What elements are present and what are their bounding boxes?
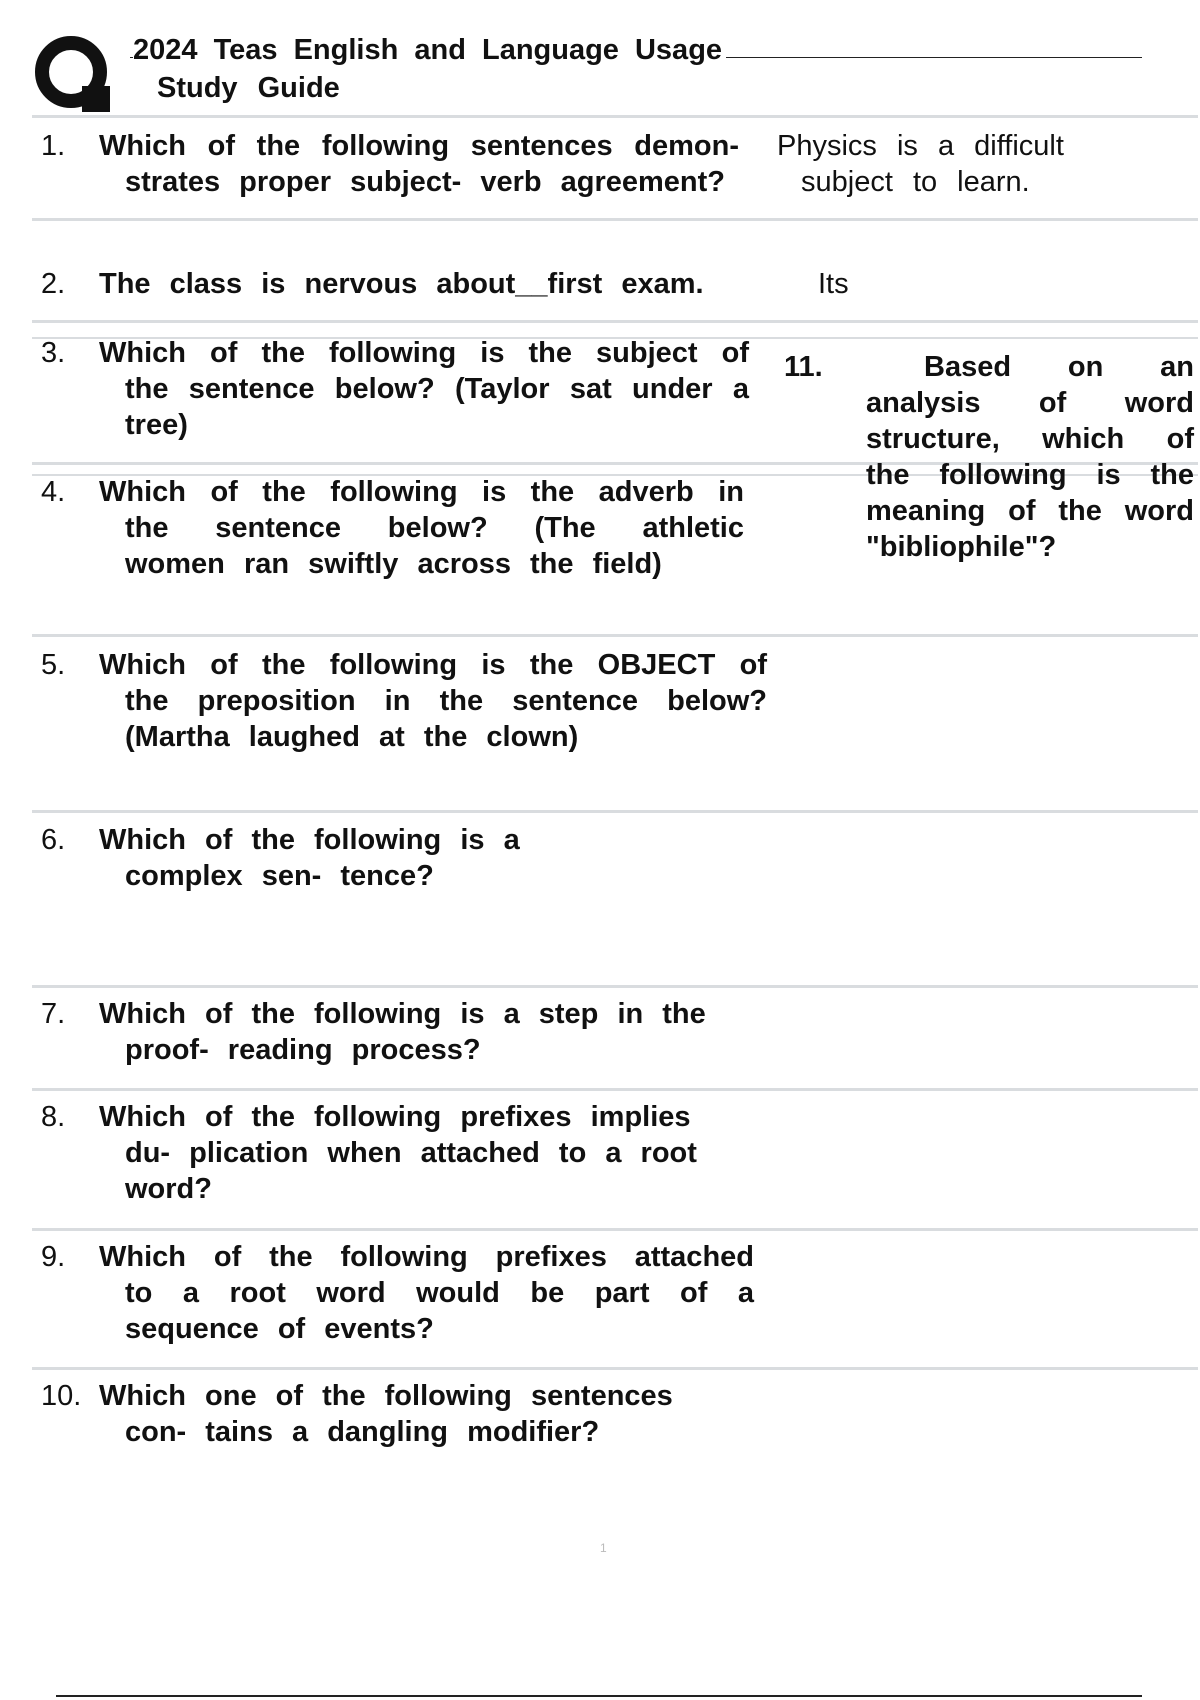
question-number: 1. <box>41 130 66 162</box>
question-item <box>784 349 1194 565</box>
question-number: 8. <box>41 1101 66 1133</box>
divider <box>32 1367 1198 1370</box>
question-text: The class is nervous about__first exam. <box>99 268 704 300</box>
divider <box>32 634 1198 637</box>
question-number: 2. <box>41 268 66 300</box>
question-text: Which of the following is a complex sen- tence? <box>99 824 520 892</box>
question-text: Which of the following is the subject of the sentence below? (Taylor sat under a tree) <box>99 337 749 441</box>
question-item <box>41 1099 739 1207</box>
divider <box>32 320 1198 323</box>
question-number: 9. <box>41 1241 66 1273</box>
question-number: 10. <box>41 1380 82 1412</box>
divider <box>32 985 1198 988</box>
divider <box>32 810 1198 813</box>
question-item <box>41 1378 699 1450</box>
question-item <box>41 335 749 443</box>
answer-text: Physics is a difficult subject to learn. <box>777 130 1064 198</box>
question-item <box>41 1239 754 1347</box>
question-number: 7. <box>41 998 66 1030</box>
question-text: Which of the following is the OBJECT of the preposition in the sentence below? (Martha laughed at the clown) <box>99 649 767 753</box>
divider <box>32 1228 1198 1231</box>
question-item <box>41 822 619 894</box>
question-number: 5. <box>41 649 66 681</box>
question-number: 6. <box>41 824 66 856</box>
question-text: Which one of the following sentences con- tains a dangling modifier? <box>99 1380 673 1448</box>
question-text: Which of the following is a step in the proof- reading process? <box>99 998 706 1066</box>
question-text: Which of the following prefixes attached to a root word would be part of a sequence of events? <box>99 1241 754 1345</box>
question-number: 3. <box>41 337 66 369</box>
question-item <box>41 128 739 228</box>
page-subtitle: Study Guide <box>157 72 340 104</box>
question-text: Based on an analysis of word structure, which of the following is the meaning of the word "bibliophile"? <box>866 351 1194 563</box>
question-text: Which of the following is the adverb in the sentence below? (The athletic women ran swiftly across the field) <box>99 476 744 580</box>
question-item <box>41 474 744 582</box>
question-text: Which of the following sentences demon- strates proper subject- verb agreement? <box>99 130 739 198</box>
q-logo-icon <box>30 32 112 114</box>
divider <box>32 115 1198 118</box>
answer-text: Its <box>818 268 849 300</box>
question-item <box>41 647 767 755</box>
question-text: Which of the following prefixes implies du- plication when attached to a root word? <box>99 1101 697 1205</box>
bottom-rule <box>56 1695 1142 1697</box>
page-title: 2024 Teas English and Language Usage <box>133 34 726 67</box>
page-number: 1 <box>600 1541 607 1555</box>
question-number: 4. <box>41 476 66 508</box>
question-number: 11. <box>784 351 823 383</box>
question-item <box>41 996 749 1068</box>
question-item <box>41 266 819 302</box>
divider <box>32 1088 1198 1091</box>
